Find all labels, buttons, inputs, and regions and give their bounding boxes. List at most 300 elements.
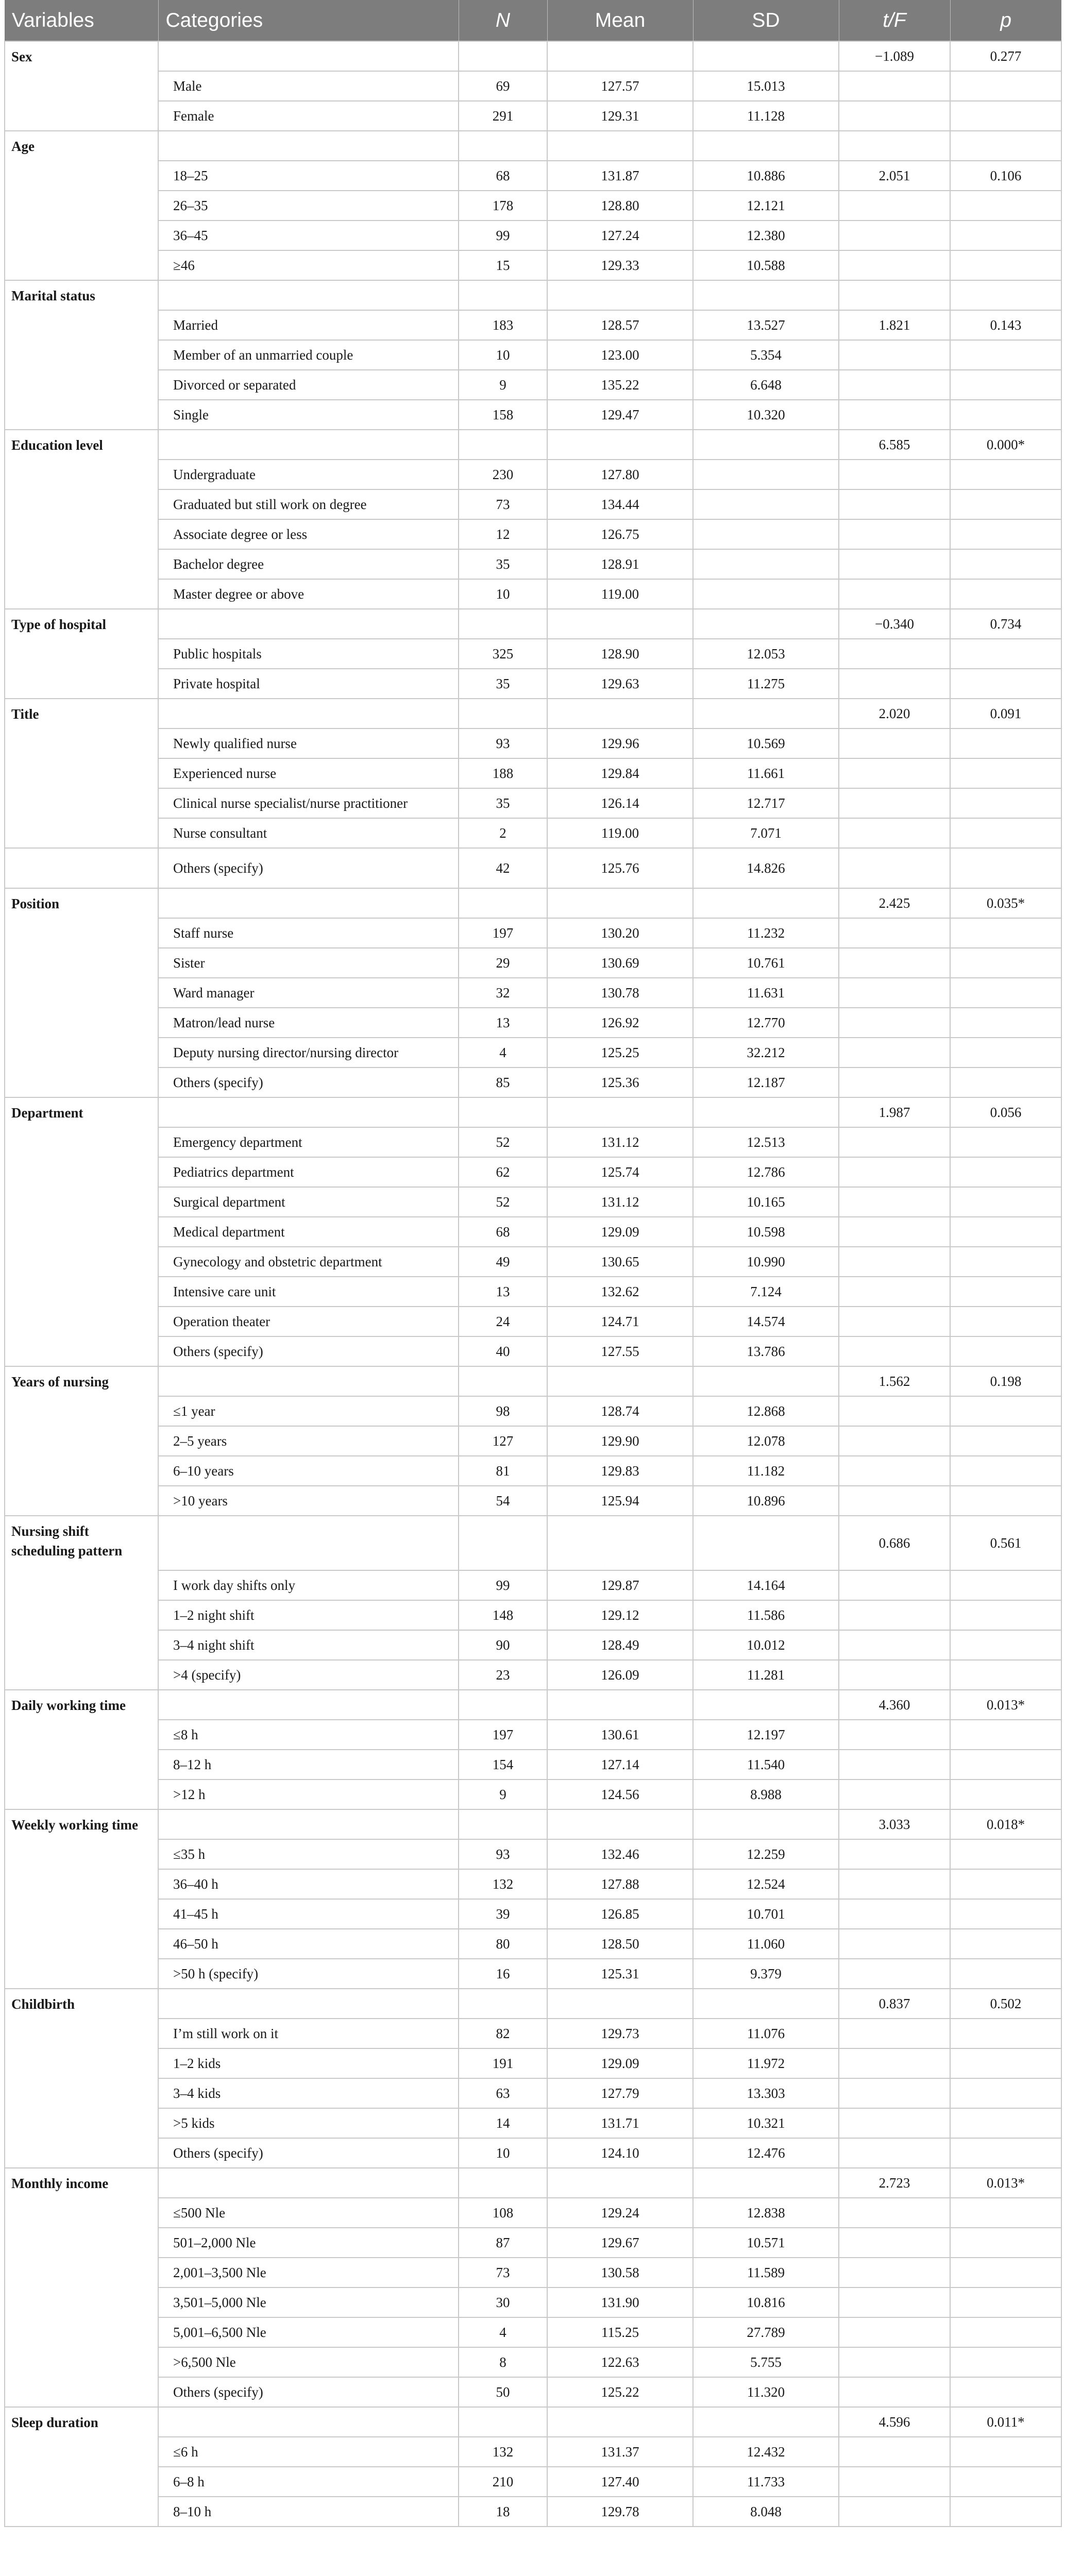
sd-cell: 13.786 (693, 1336, 839, 1366)
sd-cell: 13.527 (693, 310, 839, 340)
mean-cell: 129.87 (547, 1570, 693, 1600)
category-cell: 8–12 h (158, 1750, 459, 1780)
table-row (5, 1277, 1061, 1307)
header-tf: t/F (839, 0, 950, 41)
t-value (839, 948, 950, 978)
mean-cell: 134.44 (547, 489, 693, 519)
p-value (950, 1187, 1061, 1217)
sd-cell: 11.275 (693, 669, 839, 699)
t-value (839, 221, 950, 250)
variable-header-row (5, 1809, 1061, 1839)
sd-cell: 12.786 (693, 1157, 839, 1187)
n-cell: 63 (459, 2078, 547, 2108)
p-value (950, 2347, 1061, 2377)
table-row (5, 489, 1061, 519)
sd-cell: 10.588 (693, 250, 839, 280)
sd-cell: 12.524 (693, 1869, 839, 1899)
t-value: 0.686 (839, 1516, 950, 1570)
p-value (950, 1959, 1061, 1989)
mean-cell: 132.62 (547, 1277, 693, 1307)
t-value (839, 1396, 950, 1426)
mean-cell: 129.84 (547, 758, 693, 788)
sd-cell: 13.303 (693, 2078, 839, 2108)
variable-header-row (5, 280, 1061, 310)
header-n: N (459, 0, 547, 41)
sd-cell: 11.232 (693, 918, 839, 948)
mean-cell: 126.75 (547, 519, 693, 549)
p-value (950, 1750, 1061, 1780)
p-value (950, 400, 1061, 430)
n-cell: 98 (459, 1396, 547, 1426)
sd-cell: 15.013 (693, 71, 839, 101)
variable-header-row (5, 131, 1061, 161)
n-cell: 49 (459, 1247, 547, 1277)
header-variables: Variables (5, 0, 158, 41)
n-cell: 73 (459, 489, 547, 519)
category-cell: Associate degree or less (158, 519, 459, 549)
variable-name: Age (5, 131, 158, 280)
sd-cell: 5.755 (693, 2347, 839, 2377)
n-cell: 191 (459, 2048, 547, 2078)
n-cell: 9 (459, 370, 547, 400)
t-value (839, 1217, 950, 1247)
p-value: 0.000* (950, 430, 1061, 460)
mean-cell (547, 1690, 693, 1720)
mean-cell: 125.76 (547, 848, 693, 888)
category-cell: I’m still work on it (158, 2019, 459, 2048)
sd-cell: 10.320 (693, 400, 839, 430)
n-cell: 62 (459, 1157, 547, 1187)
table-row (5, 669, 1061, 699)
table-row (5, 1456, 1061, 1486)
category-cell (158, 1690, 459, 1720)
category-cell: Operation theater (158, 1307, 459, 1336)
category-cell: Member of an unmarried couple (158, 340, 459, 370)
category-cell: ≤500 Nle (158, 2198, 459, 2228)
p-value (950, 1426, 1061, 1456)
n-cell (459, 1366, 547, 1396)
table-row (5, 2048, 1061, 2078)
p-value: 0.106 (950, 161, 1061, 191)
p-value (950, 460, 1061, 489)
mean-cell: 130.20 (547, 918, 693, 948)
mean-cell: 125.74 (547, 1157, 693, 1187)
category-cell (158, 609, 459, 639)
sd-cell: 7.071 (693, 818, 839, 848)
p-value: 0.277 (950, 41, 1061, 71)
header-row (5, 0, 1061, 41)
sd-cell: 8.988 (693, 1780, 839, 1809)
mean-cell (547, 1989, 693, 2019)
category-cell (158, 699, 459, 728)
p-value (950, 1277, 1061, 1307)
empty-cell (693, 280, 839, 310)
sd-cell: 11.631 (693, 978, 839, 1008)
category-cell: 3–4 night shift (158, 1630, 459, 1660)
table-row (5, 1396, 1061, 1426)
t-value: 2.051 (839, 161, 950, 191)
table-row (5, 1750, 1061, 1780)
category-cell: Deputy nursing director/nursing director (158, 1038, 459, 1067)
n-cell (459, 1690, 547, 1720)
n-cell: 325 (459, 639, 547, 669)
t-value (839, 1959, 950, 1989)
category-cell: Nurse consultant (158, 818, 459, 848)
mean-cell: 126.85 (547, 1899, 693, 1929)
t-value (839, 1426, 950, 1456)
n-cell (459, 609, 547, 639)
table-row (5, 1899, 1061, 1929)
mean-cell: 126.09 (547, 1660, 693, 1690)
category-cell: 5,001–6,500 Nle (158, 2317, 459, 2347)
mean-cell (547, 609, 693, 639)
p-value (950, 1038, 1061, 1067)
p-value (950, 2228, 1061, 2258)
t-value (839, 1899, 950, 1929)
table-row (5, 1600, 1061, 1630)
p-value: 0.013* (950, 1690, 1061, 1720)
t-value: 0.837 (839, 1989, 950, 2019)
n-cell (459, 888, 547, 918)
category-cell: 2–5 years (158, 1426, 459, 1456)
n-cell (459, 1989, 547, 2019)
t-value (839, 669, 950, 699)
p-value (950, 1157, 1061, 1187)
sd-cell: 12.380 (693, 221, 839, 250)
p-value (950, 1600, 1061, 1630)
sd-cell (693, 430, 839, 460)
t-value (839, 1307, 950, 1336)
p-value (950, 1780, 1061, 1809)
sd-cell (693, 1809, 839, 1839)
sd-cell: 12.717 (693, 788, 839, 818)
table-row (5, 2347, 1061, 2377)
n-cell: 52 (459, 1187, 547, 1217)
category-cell: Others (specify) (158, 1067, 459, 1097)
category-cell (158, 888, 459, 918)
category-cell: 2,001–3,500 Nle (158, 2258, 459, 2287)
t-value (839, 788, 950, 818)
p-value (950, 2287, 1061, 2317)
t-value (839, 728, 950, 758)
p-value: 0.035* (950, 888, 1061, 918)
p-value (950, 848, 1061, 888)
sd-cell: 11.540 (693, 1750, 839, 1780)
category-cell: ≤1 year (158, 1396, 459, 1426)
mean-cell: 126.14 (547, 788, 693, 818)
table-row (5, 1426, 1061, 1456)
p-value (950, 2437, 1061, 2467)
p-value (950, 579, 1061, 609)
mean-cell: 130.58 (547, 2258, 693, 2287)
category-cell: >6,500 Nle (158, 2347, 459, 2377)
table-row (5, 2108, 1061, 2138)
n-cell: 93 (459, 1839, 547, 1869)
p-value (950, 191, 1061, 221)
p-value (950, 728, 1061, 758)
sd-cell: 11.589 (693, 2258, 839, 2287)
variable-header-row (5, 2168, 1061, 2198)
table-row (5, 460, 1061, 489)
p-value (950, 918, 1061, 948)
t-value (839, 2258, 950, 2287)
sd-cell: 10.012 (693, 1630, 839, 1660)
table-row (5, 519, 1061, 549)
n-cell: 80 (459, 1929, 547, 1959)
n-cell: 14 (459, 2108, 547, 2138)
t-value (839, 2198, 950, 2228)
mean-cell: 128.57 (547, 310, 693, 340)
p-value: 0.056 (950, 1097, 1061, 1127)
mean-cell: 129.09 (547, 2048, 693, 2078)
p-value (950, 948, 1061, 978)
sd-cell: 11.281 (693, 1660, 839, 1690)
mean-cell: 131.90 (547, 2287, 693, 2317)
table-row (5, 1307, 1061, 1336)
t-value (839, 2287, 950, 2317)
t-value (839, 2317, 950, 2347)
category-cell: Master degree or above (158, 579, 459, 609)
n-cell: 87 (459, 2228, 547, 2258)
variable-header-row (5, 1366, 1061, 1396)
p-value (950, 1630, 1061, 1660)
category-cell: >5 kids (158, 2108, 459, 2138)
mean-cell: 123.00 (547, 340, 693, 370)
n-cell: 148 (459, 1600, 547, 1630)
t-value: 4.360 (839, 1690, 950, 1720)
p-value (950, 1217, 1061, 1247)
mean-cell: 124.56 (547, 1780, 693, 1809)
category-cell (158, 1809, 459, 1839)
p-value: 0.502 (950, 1989, 1061, 2019)
n-cell: 154 (459, 1750, 547, 1780)
p-value (950, 1839, 1061, 1869)
t-value (839, 2228, 950, 2258)
empty-cell (459, 131, 547, 161)
t-value (839, 1630, 950, 1660)
table-body (5, 41, 1061, 2527)
variable-name (5, 848, 158, 888)
table-row (5, 818, 1061, 848)
sd-cell: 32.212 (693, 1038, 839, 1067)
p-value (950, 1570, 1061, 1600)
header-categories: Categories (158, 0, 459, 41)
category-cell: Female (158, 101, 459, 131)
mean-cell: 131.37 (547, 2437, 693, 2467)
category-cell: 8–10 h (158, 2497, 459, 2527)
p-value (950, 2467, 1061, 2497)
variable-header-row (5, 699, 1061, 728)
t-value (839, 549, 950, 579)
t-value (839, 71, 950, 101)
sd-cell: 12.513 (693, 1127, 839, 1157)
n-cell: 108 (459, 2198, 547, 2228)
mean-cell (547, 41, 693, 71)
n-cell: 29 (459, 948, 547, 978)
variable-header-row (5, 609, 1061, 639)
empty-cell (839, 131, 950, 161)
p-value (950, 1067, 1061, 1097)
sd-cell: 12.187 (693, 1067, 839, 1097)
n-cell: 24 (459, 1307, 547, 1336)
sd-cell: 27.789 (693, 2317, 839, 2347)
table-row (5, 221, 1061, 250)
p-value: 0.198 (950, 1366, 1061, 1396)
sd-cell: 10.816 (693, 2287, 839, 2317)
sd-cell (693, 2407, 839, 2437)
category-cell: Bachelor degree (158, 549, 459, 579)
sd-cell: 11.182 (693, 1456, 839, 1486)
mean-cell: 130.78 (547, 978, 693, 1008)
sd-cell (693, 1690, 839, 1720)
p-value (950, 2138, 1061, 2168)
sd-cell: 14.574 (693, 1307, 839, 1336)
sd-cell: 12.868 (693, 1396, 839, 1426)
table-row (5, 848, 1061, 888)
table-row (5, 1780, 1061, 1809)
n-cell (459, 2168, 547, 2198)
table-row (5, 250, 1061, 280)
n-cell: 10 (459, 2138, 547, 2168)
t-value (839, 758, 950, 788)
sd-cell (693, 609, 839, 639)
p-value (950, 1247, 1061, 1277)
t-value (839, 918, 950, 948)
table-row (5, 1247, 1061, 1277)
category-cell: Others (specify) (158, 2377, 459, 2407)
n-cell: 73 (459, 2258, 547, 2287)
sd-cell: 10.701 (693, 1899, 839, 1929)
mean-cell (547, 1809, 693, 1839)
t-value: −0.340 (839, 609, 950, 639)
t-value (839, 2467, 950, 2497)
t-value (839, 2347, 950, 2377)
category-cell: Divorced or separated (158, 370, 459, 400)
category-cell: Intensive care unit (158, 1277, 459, 1307)
sd-cell: 11.320 (693, 2377, 839, 2407)
p-value (950, 370, 1061, 400)
sd-cell (693, 579, 839, 609)
variable-name: Childbirth (5, 1989, 158, 2168)
mean-cell: 130.61 (547, 1720, 693, 1750)
category-cell: Single (158, 400, 459, 430)
sd-cell: 6.648 (693, 370, 839, 400)
empty-cell (158, 131, 459, 161)
table-row (5, 1127, 1061, 1157)
n-cell: 85 (459, 1067, 547, 1097)
t-value (839, 340, 950, 370)
table-row (5, 2377, 1061, 2407)
p-value (950, 818, 1061, 848)
sd-cell (693, 1516, 839, 1570)
category-cell: Graduated but still work on degree (158, 489, 459, 519)
variable-header-row (5, 2407, 1061, 2437)
mean-cell: 119.00 (547, 818, 693, 848)
t-value (839, 101, 950, 131)
empty-cell (547, 280, 693, 310)
p-value (950, 1720, 1061, 1750)
table-row (5, 1959, 1061, 1989)
category-cell: Sister (158, 948, 459, 978)
category-cell: Gynecology and obstetric department (158, 1247, 459, 1277)
t-value: 4.596 (839, 2407, 950, 2437)
mean-cell: 122.63 (547, 2347, 693, 2377)
table-row (5, 918, 1061, 948)
table-row (5, 2019, 1061, 2048)
table-row (5, 1038, 1061, 1067)
sd-cell (693, 2168, 839, 2198)
mean-cell (547, 1366, 693, 1396)
variable-name: Title (5, 699, 158, 848)
mean-cell: 128.90 (547, 639, 693, 669)
sd-cell: 11.661 (693, 758, 839, 788)
table-row (5, 639, 1061, 669)
n-cell: 18 (459, 2497, 547, 2527)
category-cell (158, 41, 459, 71)
t-value (839, 2078, 950, 2108)
category-cell: Others (specify) (158, 2138, 459, 2168)
t-value (839, 1780, 950, 1809)
t-value (839, 1660, 950, 1690)
sd-cell: 12.078 (693, 1426, 839, 1456)
sd-cell (693, 549, 839, 579)
category-cell: Married (158, 310, 459, 340)
n-cell: 12 (459, 519, 547, 549)
variable-header-row (5, 41, 1061, 71)
t-value (839, 2048, 950, 2078)
n-cell (459, 1097, 547, 1127)
mean-cell: 129.31 (547, 101, 693, 131)
mean-cell: 131.12 (547, 1127, 693, 1157)
table-row (5, 161, 1061, 191)
p-value (950, 221, 1061, 250)
t-value (839, 370, 950, 400)
n-cell: 132 (459, 1869, 547, 1899)
table-row (5, 549, 1061, 579)
n-cell: 99 (459, 221, 547, 250)
category-cell: Staff nurse (158, 918, 459, 948)
sd-cell: 11.586 (693, 1600, 839, 1630)
mean-cell: 131.12 (547, 1187, 693, 1217)
t-value (839, 1277, 950, 1307)
n-cell: 16 (459, 1959, 547, 1989)
t-value (839, 519, 950, 549)
variable-name: Type of hospital (5, 609, 158, 699)
table-row (5, 728, 1061, 758)
n-cell: 10 (459, 579, 547, 609)
t-value (839, 460, 950, 489)
mean-cell (547, 430, 693, 460)
p-value (950, 2019, 1061, 2048)
sd-cell (693, 460, 839, 489)
category-cell: Matron/lead nurse (158, 1008, 459, 1038)
mean-cell: 124.10 (547, 2138, 693, 2168)
mean-cell (547, 888, 693, 918)
p-value (950, 1008, 1061, 1038)
n-cell: 10 (459, 340, 547, 370)
t-value (839, 978, 950, 1008)
p-value (950, 549, 1061, 579)
n-cell: 8 (459, 2347, 547, 2377)
category-cell: 36–45 (158, 221, 459, 250)
category-cell: 501–2,000 Nle (158, 2228, 459, 2258)
p-value: 0.091 (950, 699, 1061, 728)
category-cell: 6–8 h (158, 2467, 459, 2497)
n-cell: 52 (459, 1127, 547, 1157)
mean-cell: 129.47 (547, 400, 693, 430)
variable-header-row (5, 1516, 1061, 1570)
table-row (5, 1157, 1061, 1187)
